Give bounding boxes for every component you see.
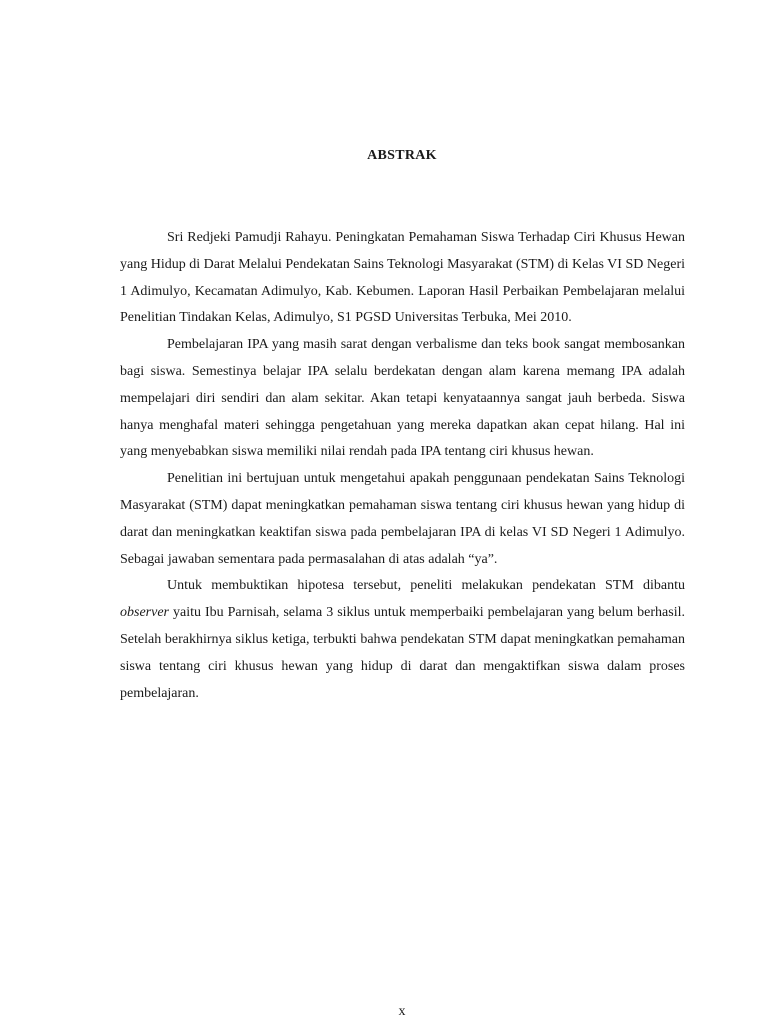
abstract-body (120, 225, 685, 707)
paragraph-result (120, 573, 685, 707)
paragraph-text: Sri Redjeki Pamudji Rahayu. Peningkatan Pemahaman Siswa Terhadap Ciri Khusus Hewan yang Hidup di Darat Melalui Pendekatan Sains Teknologi Masyarakat (STM) di Kelas VI SD Negeri 1 Adimulyo, Kecamatan Adimulyo, Kab. Kebumen. Laporan Hasil Perbaikan Pembelajaran melalui Penelitian Tindakan Kelas, Adimulyo, S1 PGSD Universitas Terbuka, Mei 2010. (120, 230, 685, 326)
paragraph-text: Penelitian ini bertujuan untuk mengetahui apakah penggunaan pendekatan Sains Teknologi Masyarakat (STM) dapat meningkatkan pemahaman siswa tentang ciri khusus hewan yang hidup di darat dan meningkatkan keaktifan siswa pada pembelajaran IPA di kelas VI SD Negeri 1 Adimulyo. Sebagai jawaban sementara pada permasalahan di atas adalah “ya”. (120, 471, 685, 567)
paragraph-citation (120, 225, 685, 332)
italic-term: observer (120, 605, 169, 621)
page-number: x (398, 1004, 406, 1019)
paragraph-objective (120, 466, 685, 573)
paragraph-text: yaitu Ibu Parnisah, selama 3 siklus untuk memperbaiki pembelajaran yang belum berhasil. Setelah berakhirnya siklus ketiga, terbukti bahwa pendekatan STM dapat meningkatkan pemahaman siswa tentang ciri khusus hewan yang hidup di darat dan mengaktifkan siswa dalam proses pembelajaran. (120, 605, 685, 701)
page-title: ABSTRAK (367, 148, 437, 163)
paragraph-text: Untuk membuktikan hipotesa tersebut, peneliti melakukan pendekatan STM dibantu (167, 578, 685, 594)
paragraph-text: Pembelajaran IPA yang masih sarat dengan verbalisme dan teks book sangat membosankan bagi siswa. Semestinya belajar IPA selalu berdekatan dengan alam karena memang IPA adalah mempelajari diri sendiri dan alam sekitar. Akan tetapi kenyataannya sangat jauh berbeda. Siswa hanya menghafal materi sehingga pengetahuan yang mereka dapatkan akan cepat hilang. Hal ini yang menyebabkan siswa memiliki nilai rendah pada IPA tentang ciri khusus hewan. (120, 337, 685, 460)
paragraph-background (120, 332, 685, 466)
